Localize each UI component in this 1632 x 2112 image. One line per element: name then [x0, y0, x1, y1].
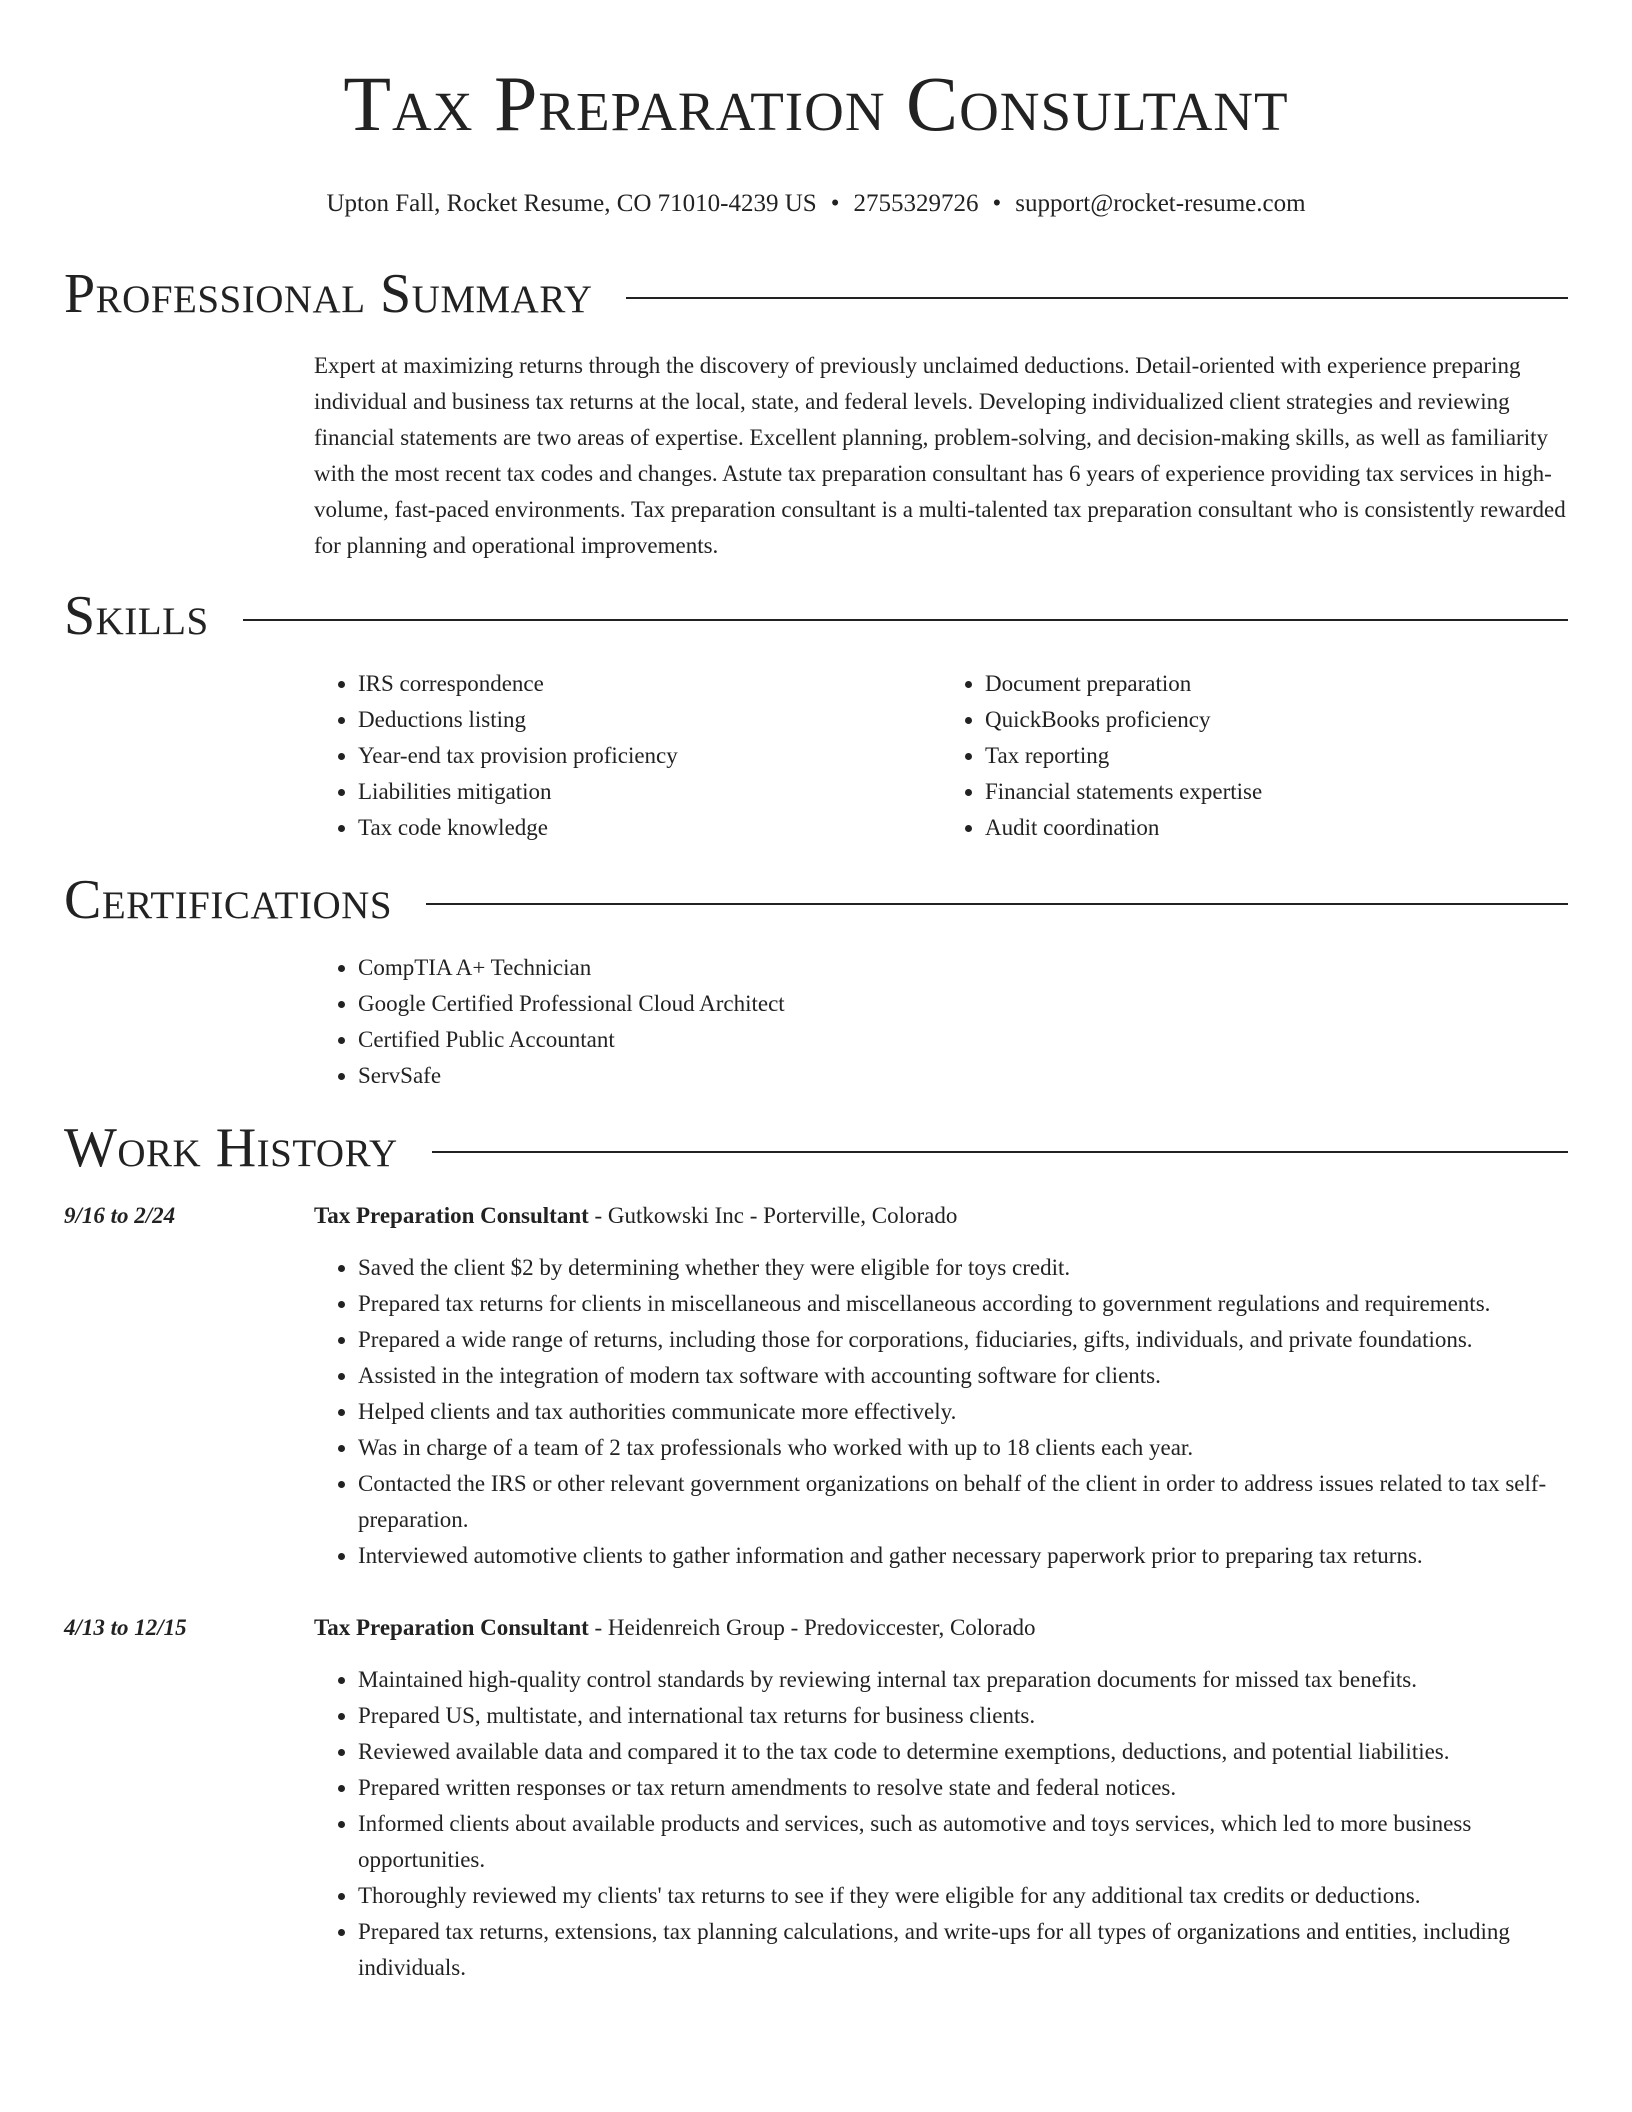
job-bullets — [314, 1662, 1568, 1986]
contact-line — [64, 188, 1568, 220]
job-details — [314, 1610, 1568, 1986]
summary-heading: Professional Summary — [64, 263, 593, 325]
job-bullet: • Informed clients about available products and services, such as automotive and toys services, which led to more business opportunities. — [358, 1806, 1568, 1878]
job-entry — [64, 1610, 1568, 1986]
work-heading: Work History — [64, 1117, 398, 1179]
certification-item: • Google Certified Professional Cloud Architect — [358, 986, 1568, 1022]
job-bullet: • Was in charge of a team of 2 tax professionals who worked with up to 18 clients each year. — [358, 1430, 1568, 1466]
job-title-line — [314, 1198, 1568, 1234]
job-bullet: • Interviewed automotive clients to gather information and gather necessary paperwork prior to preparing tax returns. — [358, 1538, 1568, 1574]
skill-item: • QuickBooks proficiency — [985, 702, 1568, 738]
certification-item: • Certified Public Accountant — [358, 1022, 1568, 1058]
phone: 2755329726 — [853, 190, 979, 217]
skill-item: • Document preparation — [985, 666, 1568, 702]
section-divider — [626, 297, 1568, 299]
contact-separator: • — [830, 190, 840, 217]
skill-item: • Liabilities mitigation — [358, 774, 941, 810]
skill-item: • Audit coordination — [985, 810, 1568, 846]
job-bullet: • Assisted in the integration of modern tax software with accounting software for clients. — [358, 1358, 1568, 1394]
email: support@rocket-resume.com — [1015, 190, 1306, 217]
summary-text: Expert at maximizing returns through the discovery of previously unclaimed deductions. Detail-oriented with experience preparing individual and business tax returns at the local, state, and federal levels. Developing individualized client strategies and reviewing financial statements are two areas of expertise. Excellent planning, problem-solving, and decision-making skills, as well as familiarity with the most recent tax codes and changes. Astute tax preparation consultant has 6 years of experience providing tax services in high-volume, fast-paced environments. Tax preparation consultant is a multi-talented tax preparation consultant who is consistently rewarded for planning and operational improvements. — [314, 353, 1566, 558]
work-section-header — [64, 1118, 1568, 1178]
job-bullet: • Prepared US, multistate, and international tax returns for business clients. — [358, 1698, 1568, 1734]
address: Upton Fall, Rocket Resume, CO 71010-4239 US — [326, 190, 817, 217]
certifications-block — [314, 950, 1568, 1094]
job-title-line — [314, 1610, 1568, 1646]
skills-heading: Skills — [64, 585, 209, 647]
contact-separator: • — [992, 190, 1002, 217]
candidate-name: Tax Preparation Consultant — [343, 60, 1289, 147]
job-dates: 4/13 to 12/15 — [64, 1615, 187, 1640]
section-divider — [243, 619, 1568, 621]
job-bullet: • Thoroughly reviewed my clients' tax returns to see if they were eligible for any additional tax credits or deductions. — [358, 1878, 1568, 1914]
section-divider — [426, 903, 1568, 905]
job-employer: - Gutkowski Inc - Porterville, Colorado — [588, 1203, 958, 1228]
skill-item: • Year-end tax provision proficiency — [358, 738, 941, 774]
skill-item: • IRS correspondence — [358, 666, 941, 702]
certifications-section-header — [64, 870, 1568, 930]
skill-item: • Financial statements expertise — [985, 774, 1568, 810]
certification-item: • ServSafe — [358, 1058, 1568, 1094]
certification-item: • CompTIA A+ Technician — [358, 950, 1568, 986]
certifications-list — [314, 950, 1568, 1094]
section-divider — [432, 1151, 1568, 1153]
job-bullet: • Maintained high-quality control standards by reviewing internal tax preparation documents for missed tax benefits. — [358, 1662, 1568, 1698]
job-title: Tax Preparation Consultant — [314, 1203, 589, 1228]
job-dates: 9/16 to 2/24 — [64, 1203, 176, 1228]
job-bullet: • Prepared a wide range of returns, including those for corporations, fiduciaries, gifts, individuals, and private foundations. — [358, 1322, 1568, 1358]
skills-list-right — [941, 666, 1568, 846]
skill-item: • Tax reporting — [985, 738, 1568, 774]
job-bullet: • Contacted the IRS or other relevant government organizations on behalf of the client in order to address issues related to tax self-preparation. — [358, 1466, 1568, 1538]
job-bullet: • Prepared tax returns for clients in miscellaneous and miscellaneous according to government regulations and requirements. — [358, 1286, 1568, 1322]
skills-columns — [314, 666, 1568, 846]
job-bullet: • Prepared written responses or tax return amendments to resolve state and federal notices. — [358, 1770, 1568, 1806]
job-employer: - Heidenreich Group - Predoviccester, Colorado — [588, 1615, 1036, 1640]
summary-section-header — [64, 264, 1568, 324]
skills-section-header — [64, 586, 1568, 646]
certifications-heading: Certifications — [64, 869, 393, 931]
skills-list-left — [314, 666, 941, 846]
job-entry — [64, 1198, 1568, 1574]
job-bullet: • Prepared tax returns, extensions, tax planning calculations, and write-ups for all types of organizations and entities, including individuals. — [358, 1914, 1568, 1986]
skill-item: • Deductions listing — [358, 702, 941, 738]
job-bullets — [314, 1250, 1568, 1574]
job-title: Tax Preparation Consultant — [314, 1615, 589, 1640]
job-details — [314, 1198, 1568, 1574]
job-bullet: • Saved the client $2 by determining whether they were eligible for toys credit. — [358, 1250, 1568, 1286]
skill-item: • Tax code knowledge — [358, 810, 941, 846]
job-bullet: • Helped clients and tax authorities communicate more effectively. — [358, 1394, 1568, 1430]
job-bullet: • Reviewed available data and compared it to the tax code to determine exemptions, deductions, and potential liabilities. — [358, 1734, 1568, 1770]
